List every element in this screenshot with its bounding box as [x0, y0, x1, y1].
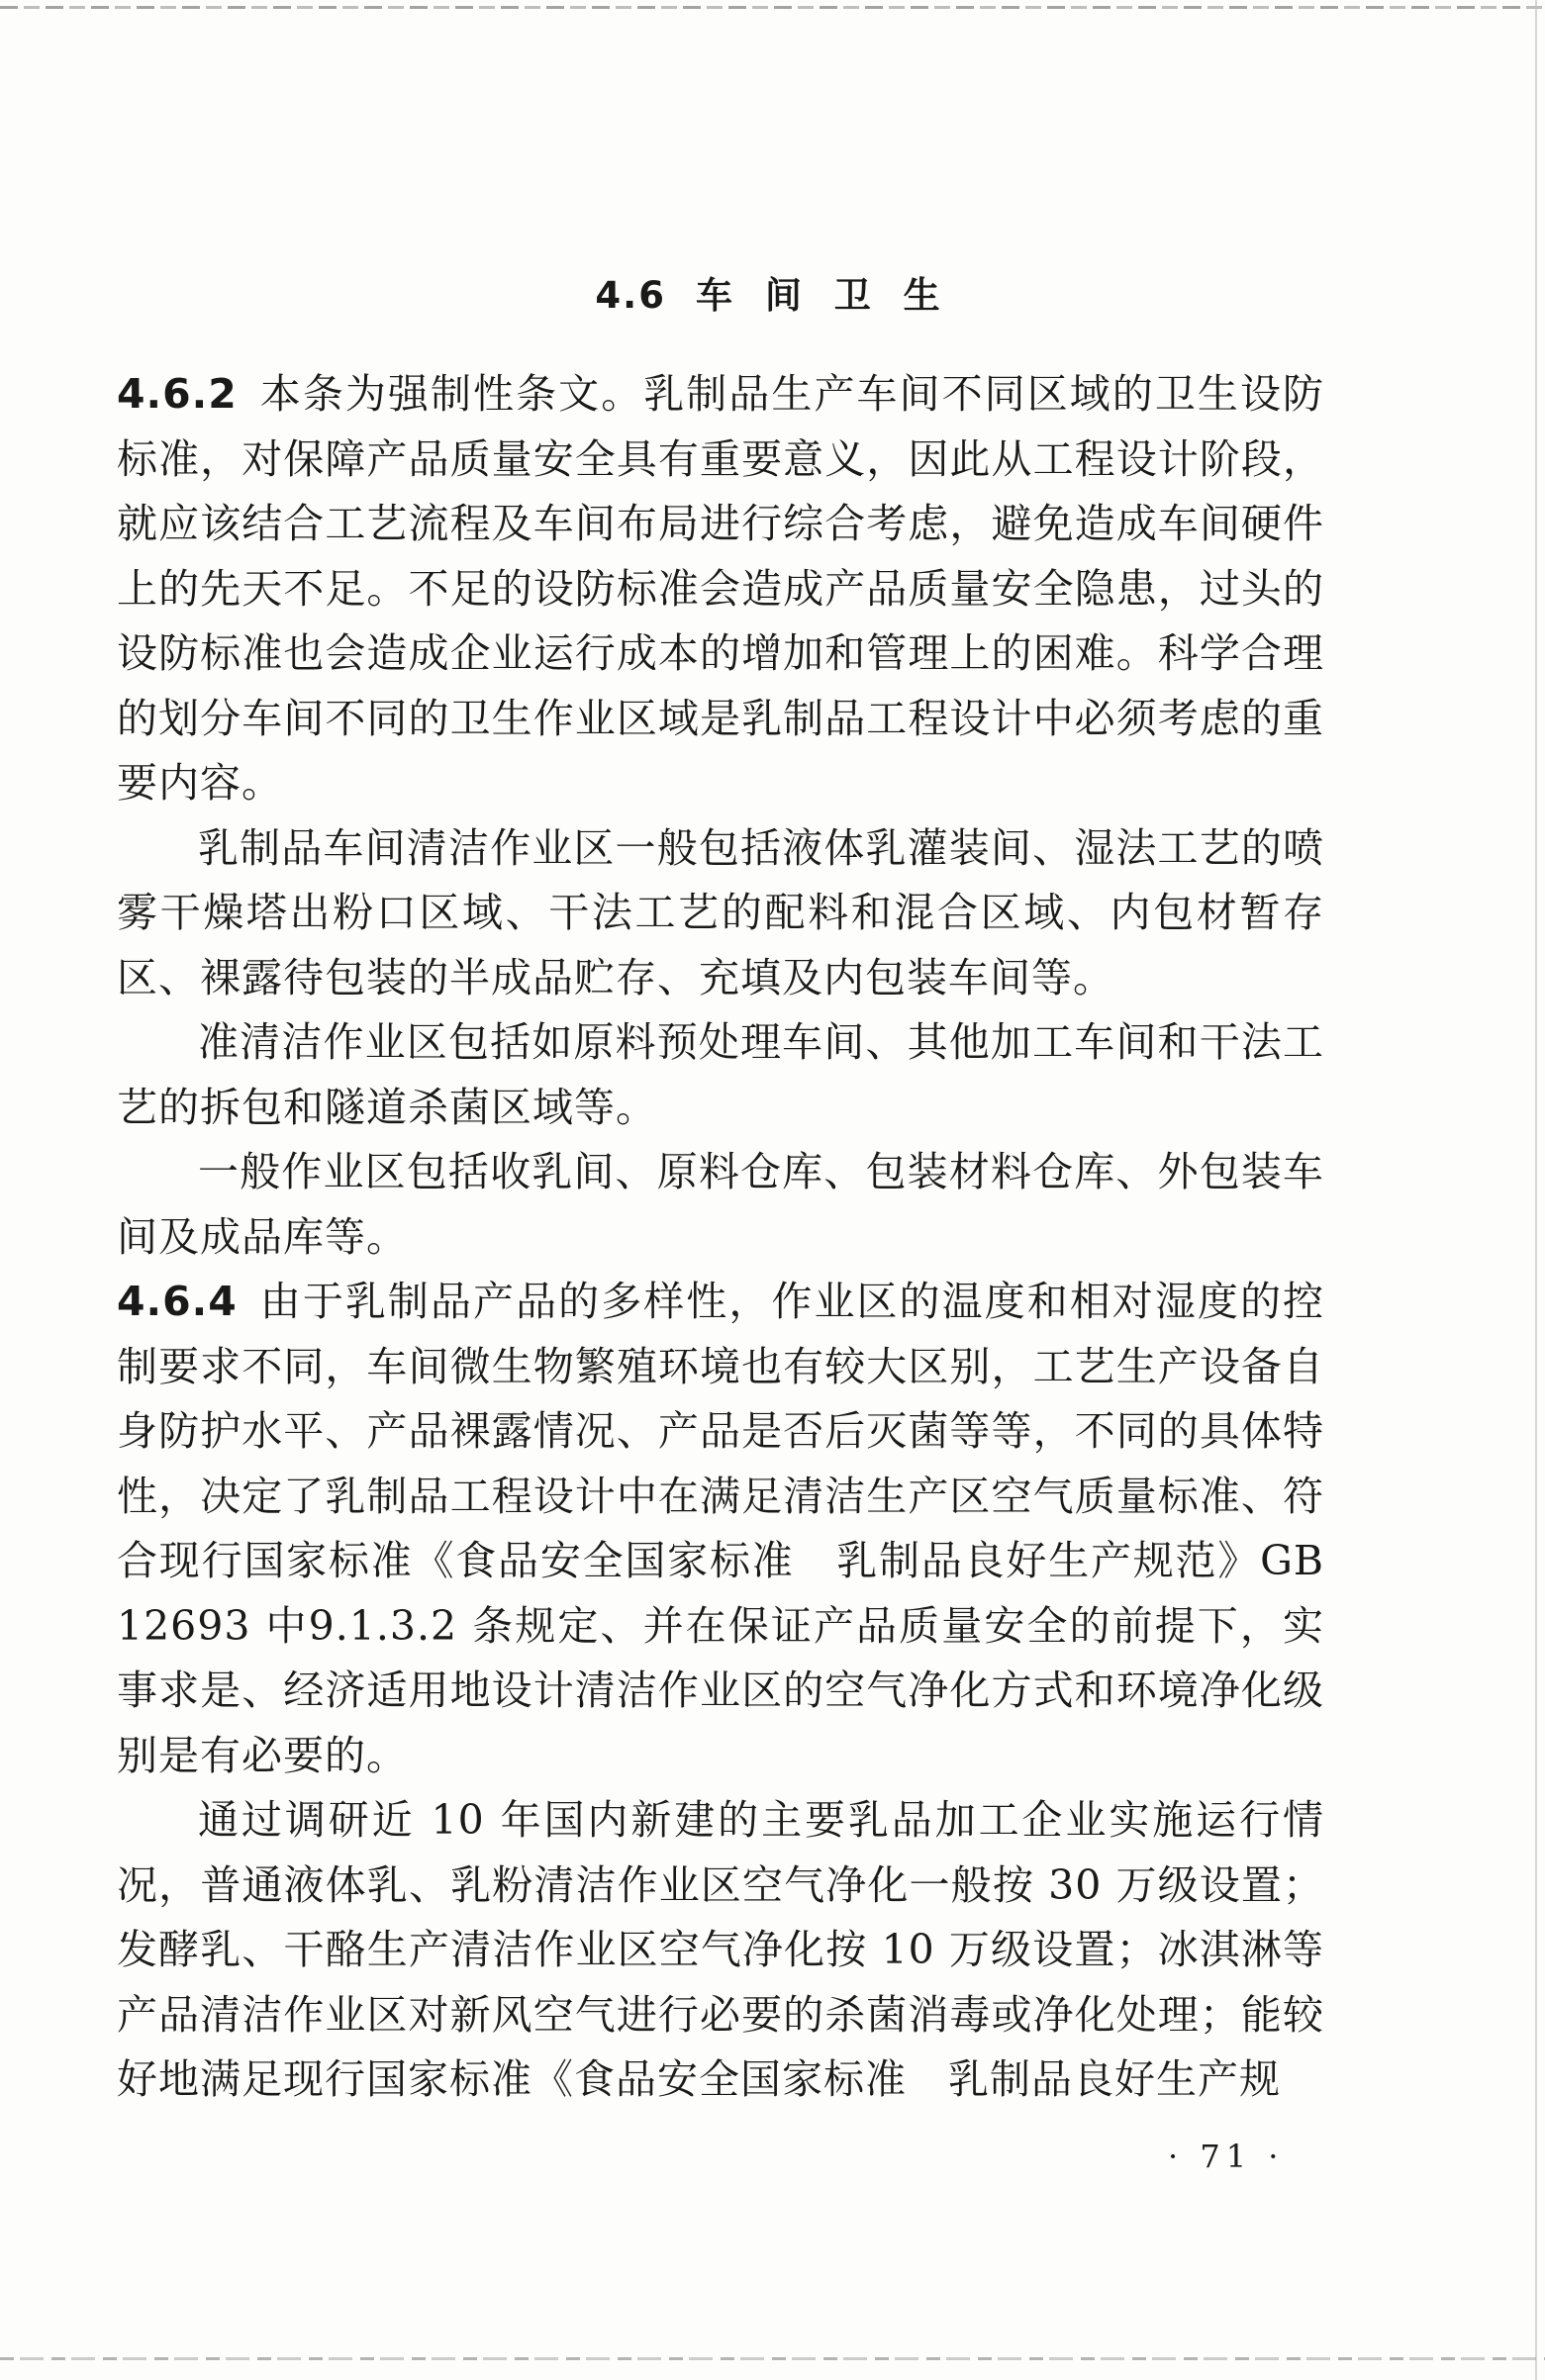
clause-paragraph	[117, 362, 1324, 816]
clause-text: 由于乳制品产品的多样性，作业区的温度和相对湿度的控制要求不同，车间微生物繁殖环境也有较大区别，工艺生产设备自身防护水平、产品裸露情况、产品是否后灭菌等等，不同的具体特性，决定了乳制品工程设计中在满足清洁生产区空气质量标准、符合现行国家标准《食品安全国家标准 乳制品良好生产规范》GB 12693 中9.1.3.2 条规定、并在保证产品质量安全的前提下，实事求是、经济适用地设计清洁作业区的空气净化方式和环境净化级别是有必要的。	[117, 1278, 1324, 1779]
paragraph: 准清洁作业区包括如原料预处理车间、其他加工车间和干法工艺的拆包和隧道杀菌区域等。	[117, 1018, 1324, 1131]
scan-right-edge	[1535, 0, 1537, 2380]
scan-bottom-border	[0, 2357, 1545, 2360]
clause-number: 4.6.2	[117, 370, 238, 418]
section-heading	[0, 265, 1545, 319]
body-text	[117, 362, 1324, 2113]
paragraph: 通过调研近 10 年国内新建的主要乳品加工企业实施运行情况，普通液体乳、乳粉清洁作业区空气净化一般按 30 万级设置；发酵乳、干酪生产清洁作业区空气净化按 10 万级设置；冰淇淋等产品清洁作业区对新风空气进行必要的杀菌消毒或净化处理；能较好地满足现行国家标准《食品安全国家标准 乳制品良好生产规	[117, 1796, 1324, 2103]
paragraph: 乳制品车间清洁作业区一般包括液体乳灌装间、湿法工艺的喷雾干燥塔出粉口区域、干法工艺的配料和混合区域、内包材暂存区、裸露待包装的半成品贮存、充填及内包装车间等。	[117, 823, 1324, 1001]
section-title: 车 间 卫 生	[695, 274, 950, 317]
section-number: 4.6	[595, 274, 666, 317]
paragraph: 一般作业区包括收乳间、原料仓库、包装材料仓库、外包装车间及成品库等。	[117, 1148, 1324, 1261]
clause-paragraph	[117, 1270, 1324, 1788]
clause-number: 4.6.4	[117, 1278, 238, 1325]
scan-top-border	[0, 6, 1545, 9]
page-number: · 71 ·	[1168, 2138, 1285, 2175]
clause-text: 本条为强制性条文。乳制品生产车间不同区域的卫生设防标准，对保障产品质量安全具有重要意义，因此从工程设计阶段，就应该结合工艺流程及车间布局进行综合考虑，避免造成车间硬件上的先天不足。不足的设防标准会造成产品质量安全隐患，过头的设防标准也会造成企业运行成本的增加和管理上的困难。科学合理的划分车间不同的卫生作业区域是乳制品工程设计中必须考虑的重要内容。	[117, 370, 1324, 807]
